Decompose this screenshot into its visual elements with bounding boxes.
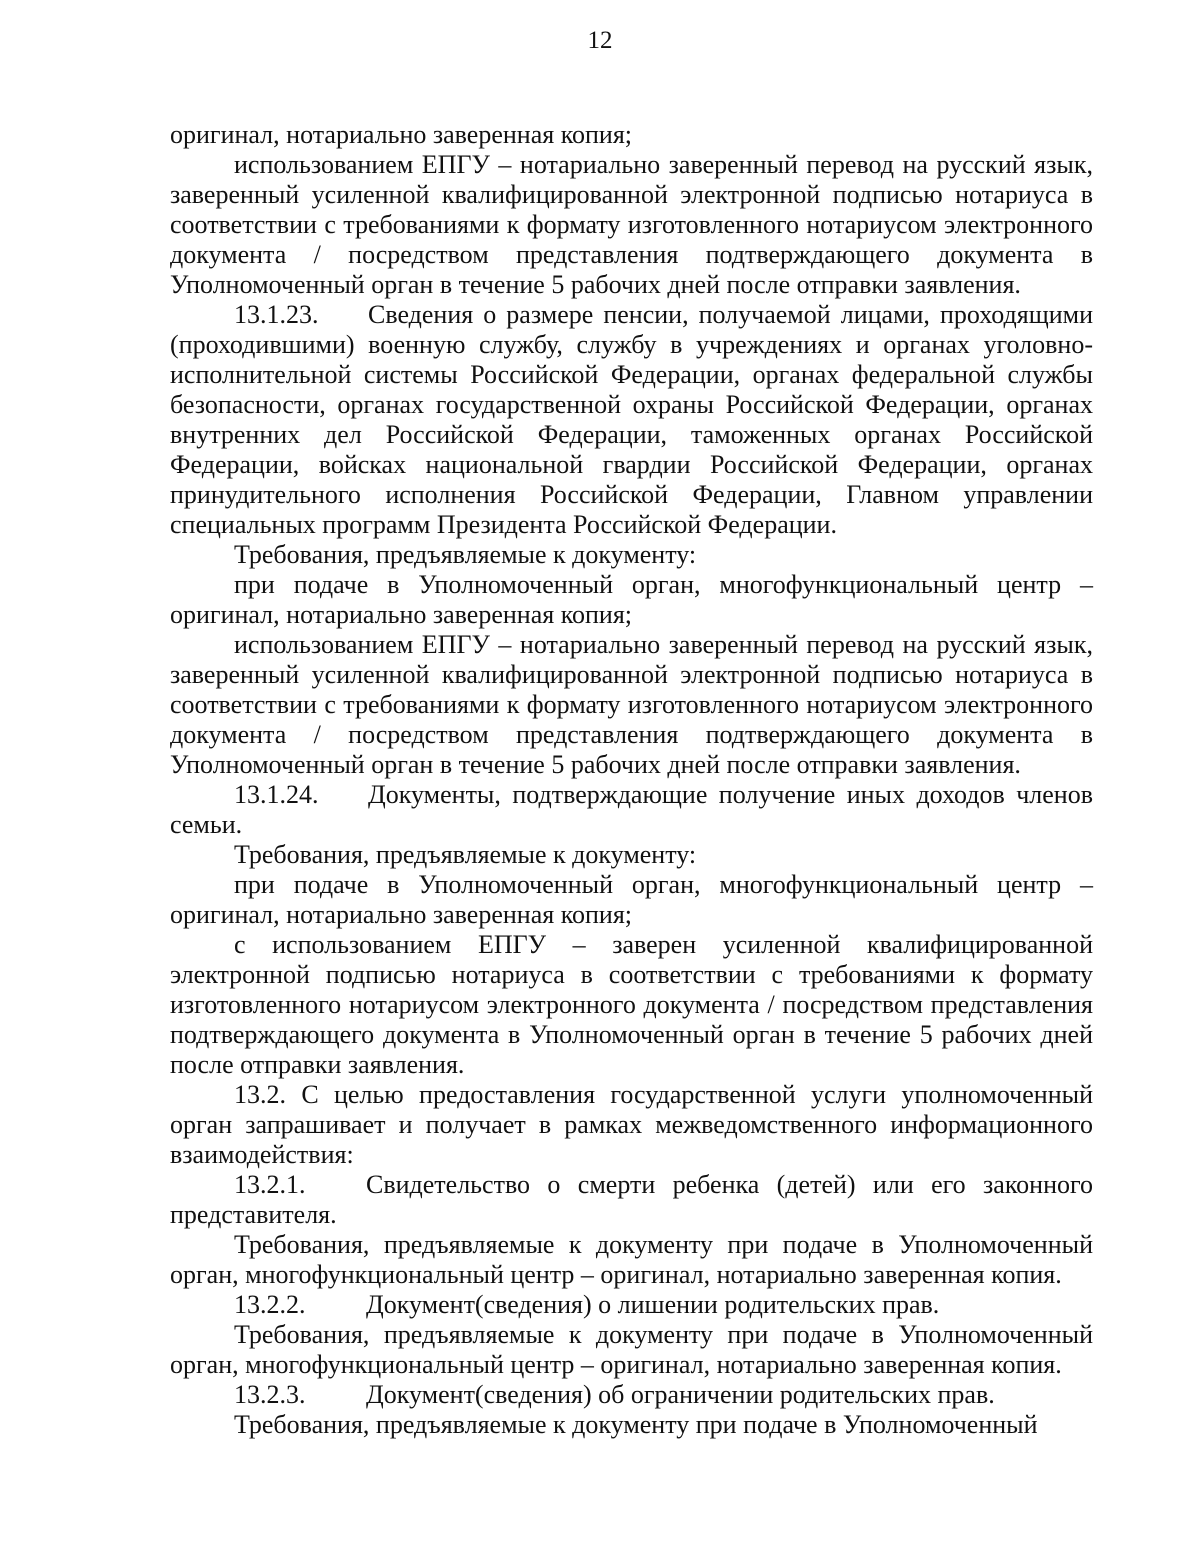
clause-number: 13.2.3. bbox=[234, 1380, 306, 1409]
numbered-paragraph bbox=[170, 1170, 1093, 1230]
clause-text: Свидетельство о смерти ребенка (детей) или его законного представителя. bbox=[170, 1170, 1093, 1229]
clause-text: Документ(сведения) об ограничении родительских прав. bbox=[366, 1380, 995, 1409]
clause-number: 13.2.2. bbox=[234, 1290, 306, 1319]
paragraph: оригинал, нотариально заверенная копия; bbox=[170, 120, 633, 149]
clause-text: Документ(сведения) о лишении родительских прав. bbox=[366, 1290, 940, 1319]
paragraph: Требования, предъявляемые к документу при подаче в Уполномоченный bbox=[234, 1410, 1038, 1439]
paragraph: при подаче в Уполномоченный орган, многофункциональный центр – оригинал, нотариально заверенная копия; bbox=[170, 870, 1093, 929]
paragraph: при подаче в Уполномоченный орган, многофункциональный центр – оригинал, нотариально заверенная копия; bbox=[170, 570, 1093, 629]
paragraph: использованием ЕПГУ – нотариально заверенный перевод на русский язык, заверенный усиленной квалифицированной электронной подписью нотариуса в соответствии с требованиями к формату изготовленного нотариусом электронного документа / посредством представления подтверждающего документа в Уполномоченный орган в течение 5 рабочих дней после отправки заявления. bbox=[170, 630, 1093, 779]
numbered-paragraph bbox=[170, 1380, 1093, 1410]
numbered-paragraph bbox=[170, 1290, 1093, 1320]
document-body bbox=[170, 120, 1093, 1440]
paragraph: Требования, предъявляемые к документу: bbox=[234, 840, 697, 869]
paragraph: Требования, предъявляемые к документу: bbox=[234, 540, 697, 569]
page-number: 12 bbox=[587, 27, 613, 54]
numbered-paragraph bbox=[170, 780, 1093, 840]
clause-number: 13.1.23. bbox=[234, 300, 319, 329]
paragraph: Требования, предъявляемые к документу при подаче в Уполномоченный орган, многофункциональный центр – оригинал, нотариально заверенная копия. bbox=[170, 1230, 1093, 1289]
clause-number: 13.1.24. bbox=[234, 780, 319, 809]
clause-number: 13.2.1. bbox=[234, 1170, 306, 1199]
numbered-paragraph bbox=[170, 300, 1093, 540]
paragraph: использованием ЕПГУ – нотариально заверенный перевод на русский язык, заверенный усиленной квалифицированной электронной подписью нотариуса в соответствии с требованиями к формату изготовленного нотариусом электронного документа / посредством представления подтверждающего документа в Уполномоченный орган в течение 5 рабочих дней после отправки заявления. bbox=[170, 150, 1093, 299]
paragraph: 13.2. С целью предоставления государственной услуги уполномоченный орган запрашивает и получает в рамках межведомственного информационного взаимодействия: bbox=[170, 1080, 1093, 1169]
clause-text: Документы, подтверждающие получение иных доходов членов семьи. bbox=[170, 780, 1093, 839]
paragraph: с использованием ЕПГУ – заверен усиленной квалифицированной электронной подписью нотариуса в соответствии с требованиями к формату изготовленного нотариусом электронного документа / посредством представления подтверждающего документа в Уполномоченный орган в течение 5 рабочих дней после отправки заявления. bbox=[170, 930, 1093, 1079]
clause-text: Сведения о размере пенсии, получаемой лицами, проходящими (проходившими) военную службу, службу в учреждениях и органах уголовно-исполнительной системы Российской Федерации, органах федеральной службы безопасности, органах государственной охраны Российской Федерации, органах внутренних дел Российской Федерации, таможенных органах Российской Федерации, войсках национальной гвардии Российской Федерации, органах принудительного исполнения Российской Федерации, Главном управлении специальных программ Президента Российской Федерации. bbox=[170, 300, 1093, 539]
paragraph: Требования, предъявляемые к документу при подаче в Уполномоченный орган, многофункциональный центр – оригинал, нотариально заверенная копия. bbox=[170, 1320, 1093, 1379]
